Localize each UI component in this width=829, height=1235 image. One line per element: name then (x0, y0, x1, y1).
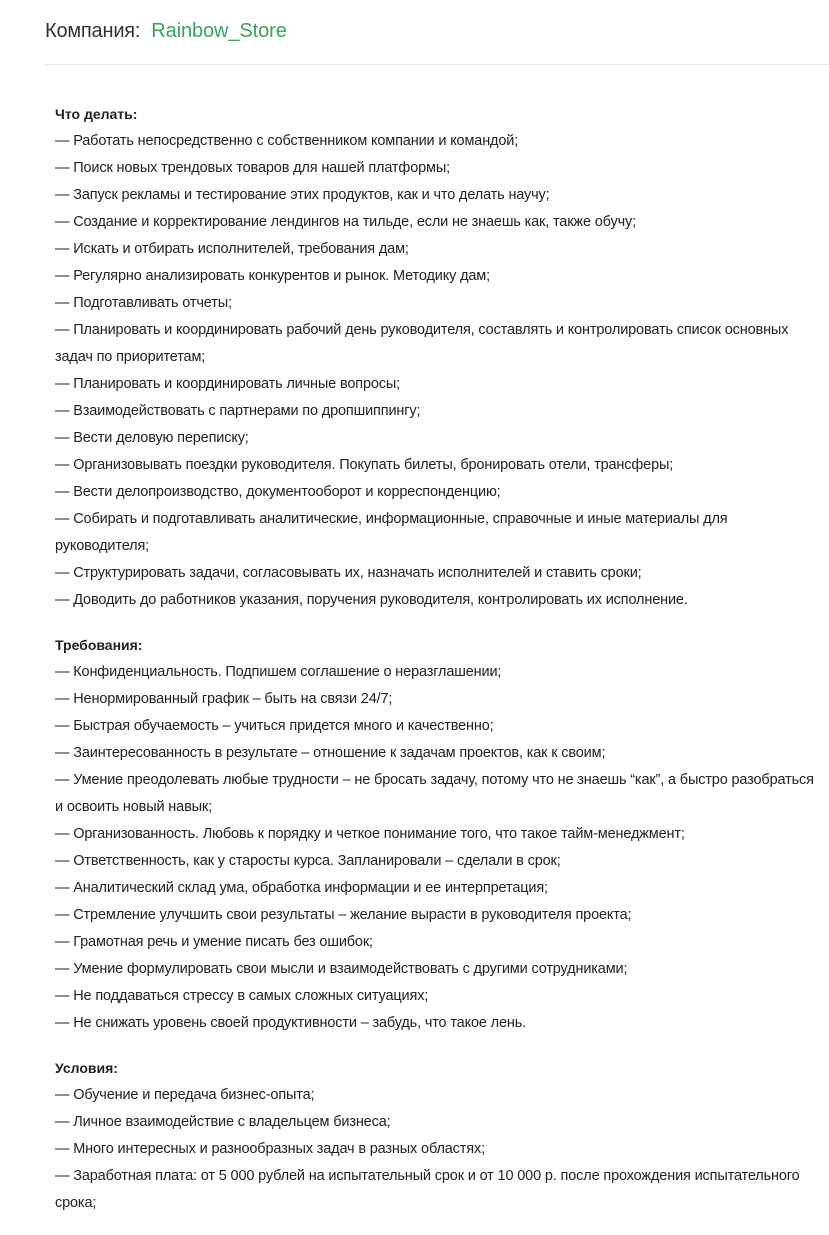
list-item: — Грамотная речь и умение писать без ошибок; (55, 934, 373, 950)
list-item: — Взаимодействовать с партнерами по дропшиппингу; (55, 403, 421, 419)
list-item: — Искать и отбирать исполнителей, требования дам; (55, 241, 409, 257)
list-item: — Работать непосредственно с собственником компании и командой; (55, 133, 519, 149)
list-item: — Подготавливать отчеты; (55, 295, 232, 311)
section-title: Требования: (55, 637, 143, 653)
list-item: — Личное взаимодействие с владельцем бизнеса; (55, 1114, 391, 1130)
section-conditions (55, 1055, 825, 1217)
list-item: — Заинтересованность в результате – отношение к задачам проектов, как к своим; (55, 745, 606, 761)
list-item: — Структурировать задачи, согласовывать их, назначать исполнителей и ставить сроки; (55, 565, 642, 581)
list-item: — Организовывать поездки руководителя. Покупать билеты, бронировать отели, трансферы; (55, 457, 674, 473)
list-item: — Планировать и координировать рабочий день руководителя, составлять и контролировать список основных задач по приоритетам; (55, 322, 789, 365)
vacancy-description (55, 101, 825, 1235)
list-item: — Умение формулировать свои мысли и взаимодействовать с другими сотрудниками; (55, 961, 628, 977)
list-item: — Вести делопроизводство, документооборот и корреспонденцию; (55, 484, 501, 500)
list-item: — Не поддаваться стрессу в самых сложных ситуациях; (55, 988, 429, 1004)
section-title: Условия: (55, 1060, 118, 1076)
list-item: — Ненормированный график – быть на связи 24/7; (55, 691, 393, 707)
list-item: — Заработная плата: от 5 000 рублей на испытательный срок и от 10 000 р. после прохождения испытательного срока; (55, 1168, 800, 1211)
company-label: Компания: (45, 19, 141, 42)
list-item: — Конфиденциальность. Подпишем соглашение о неразглашении; (55, 664, 502, 680)
list-item: — Быстрая обучаемость – учиться придется много и качественно; (55, 718, 494, 734)
list-item: — Поиск новых трендовых товаров для нашей платформы; (55, 160, 451, 176)
header-divider (45, 64, 829, 65)
list-item: — Создание и корректирование лендингов на тильде, если не знаешь как, также обучу; (55, 214, 636, 230)
list-item: — Планировать и координировать личные вопросы; (55, 376, 401, 392)
company-name-link[interactable]: Rainbow_Store (151, 19, 287, 42)
section-title: Что делать: (55, 106, 138, 122)
list-item: — Ответственность, как у старосты курса. Запланировали – сделали в срок; (55, 853, 561, 869)
list-item: — Не снижать уровень своей продуктивности – забудь, что такое лень. (55, 1015, 527, 1031)
company-header (45, 14, 287, 48)
list-item: — Организованность. Любовь к порядку и четкое понимание того, что такое тайм-менеджмент; (55, 826, 685, 842)
list-item: — Стремление улучшить свои результаты – желание вырасти в руководителя проекта; (55, 907, 632, 923)
list-item: — Умение преодолевать любые трудности – не бросать задачу, потому что не знаешь “как”, а быстро разобраться и освоить новый навык; (55, 772, 814, 815)
list-item: — Собирать и подготавливать аналитические, информационные, справочные и иные материалы для руководителя; (55, 511, 728, 554)
section-requirements (55, 632, 825, 1037)
list-item: — Запуск рекламы и тестирование этих продуктов, как и что делать научу; (55, 187, 550, 203)
list-item: — Регулярно анализировать конкурентов и рынок. Методику дам; (55, 268, 490, 284)
list-item: — Обучение и передача бизнес-опыта; (55, 1087, 315, 1103)
list-item: — Доводить до работников указания, поручения руководителя, контролировать их исполнение. (55, 592, 688, 608)
section-duties (55, 101, 825, 614)
list-item: — Аналитический склад ума, обработка информации и ее интерпретация; (55, 880, 548, 896)
list-item: — Вести деловую переписку; (55, 430, 249, 446)
list-item: — Много интересных и разнообразных задач в разных областях; (55, 1141, 485, 1157)
